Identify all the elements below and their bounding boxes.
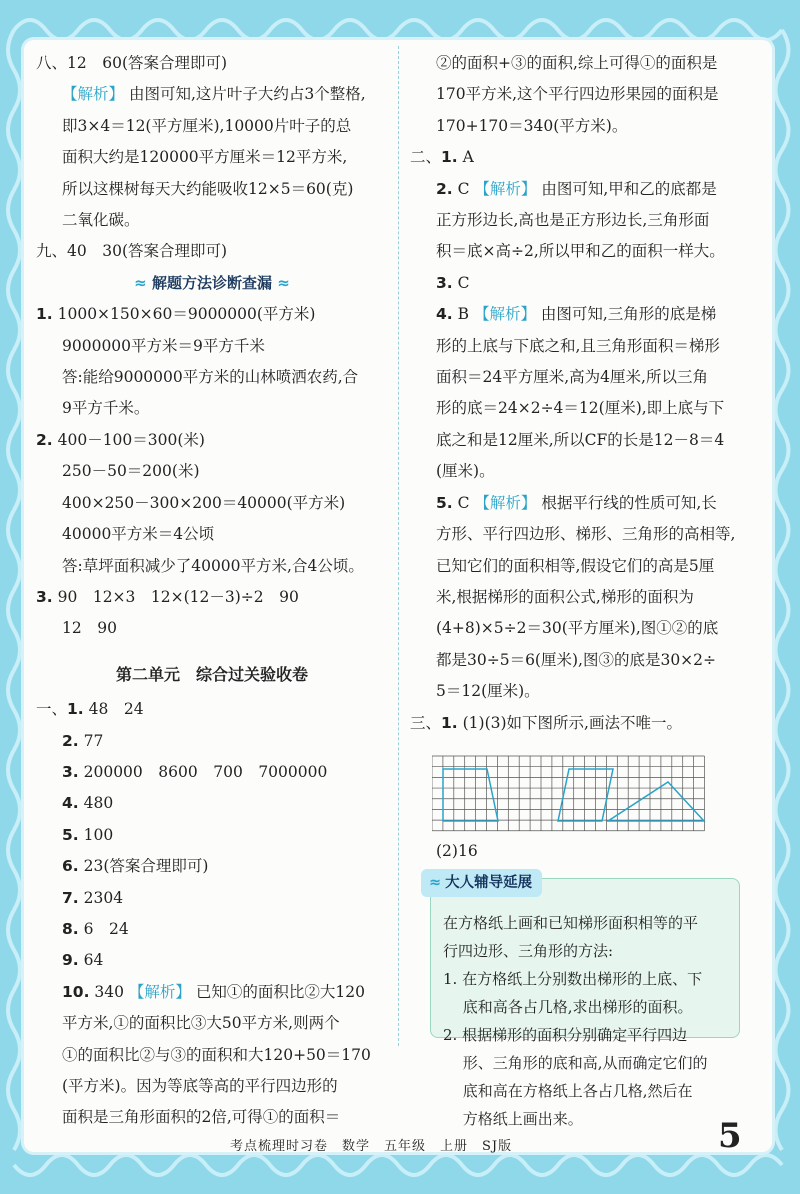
line-text: 面积＝24平方厘米,高为4厘米,所以三角 [436,368,708,387]
tip-line: 底和高在方格纸上各占几格,然后在 [443,1082,693,1100]
line-text: C [452,179,475,198]
line-text: 积＝底×高÷2,所以甲和乙的面积一样大。 [436,242,725,261]
answer-line [410,331,750,362]
line-text: 12 90 [62,619,117,638]
answer-line [36,883,388,914]
answer-line [36,551,388,582]
answer-line [410,708,750,739]
analysis-tag: 【解析】 [128,982,191,1001]
line-text: 即3×4＝12(平方厘米),10000片叶子的总 [62,116,352,135]
line-text: 由图可知,甲和乙的底都是 [536,179,717,198]
line-text: 5＝12(厘米)。 [436,682,540,701]
line-text: 6 24 [78,919,129,938]
line-text: 形的上底与下底之和,且三角形面积＝梯形 [436,336,720,355]
parallelogram-shape-2 [558,769,613,821]
question-number: 2. [436,179,453,198]
question-number: 9. [62,951,79,970]
footer-text: 考点梳理时习卷 数学 五年级 上册 SJ版 [230,1139,513,1154]
question-number: 5. [62,825,79,844]
line-text: 二氧化碳。 [62,211,140,230]
question-number: 5. [436,493,453,512]
answer-line [410,174,750,205]
line-text: 9平方千米。 [62,399,150,418]
line-text: 9000000平方米＝9平方千米 [62,336,265,355]
answer-line [36,142,388,173]
answer-line [36,1008,388,1039]
line-text: 64 [78,951,104,970]
grid-drawing-figure [432,754,712,832]
answer-line [36,820,388,851]
answer-line [36,205,388,236]
line-text: 48 24 [83,700,144,719]
line-text: 170+170＝340(平方米)。 [436,116,628,135]
line-text: B [452,305,474,324]
question-number: 1. [67,700,84,719]
section-prefix: 二、 [410,148,442,167]
answer-line [36,1040,388,1071]
line-text: 都是30÷5＝6(厘米),图③的底是30×2÷ [436,650,717,669]
line-text: 平方米,①的面积比③大50平方米,则两个 [62,1014,340,1033]
answer-2-16: (2)16 [436,842,478,860]
question-number: 2. [36,430,53,449]
wave-icon: ≈ [277,273,290,292]
answer-line [36,977,388,1008]
line-text: 400－100＝300(米) [52,430,205,449]
line-text: 根据平行线的性质可知,长 [536,493,717,512]
section-prefix: 一、 [36,700,68,719]
line-text: 形的底＝24×2÷4＝12(厘米),即上底与下 [436,399,725,418]
line-text: 已知①的面积比②大120 [190,982,365,1001]
unit-title: 第二单元 综合过关验收卷 [115,664,308,684]
line-text: 所以这棵树每天大约能吸收12×5＝60(克) [62,179,354,198]
tip-box-body [431,879,739,1133]
tip-line: 方格纸上画出来。 [443,1110,583,1128]
question-number: 10. [62,982,90,1001]
answer-line [410,393,750,424]
left-column [36,48,388,1134]
line-text: 480 [78,794,114,813]
answer-line [410,205,750,236]
line-text: 九、40 30(答案合理即可) [36,242,228,261]
line-text: 由图可知,三角形的底是梯 [535,305,717,324]
answer-line [36,694,388,725]
line-text: (厘米)。 [436,462,495,481]
question-number: 6. [62,857,79,876]
answer-line [36,726,388,757]
analysis-tag: 【解析】 [474,179,537,198]
answer-line [410,456,750,487]
answer-line [410,142,750,173]
line-text: (平方米)。因为等底等高的平行四边形的 [62,1077,338,1095]
answer-line [410,268,750,299]
line-text: 米,根据梯形的面积公式,梯形的面积为 [436,587,694,606]
answer-line [36,519,388,550]
answer-line [36,331,388,362]
question-number: 4. [436,305,453,324]
section-heading: ≈ 解题方法诊断查漏 ≈ [134,273,290,292]
tip-line: 行四边形、三角形的方法: [443,942,614,960]
answer-line [36,236,388,267]
answer-block-unit2 [36,694,388,1134]
tip-box-title: ≈ 大人辅导延展 [421,869,542,897]
answer-line [36,1071,388,1102]
answer-line [410,362,750,393]
line-text: 面积大约是120000平方厘米＝12平方米, [62,148,348,167]
answer-line [36,851,388,882]
line-text: 400×250－300×200＝40000(平方米) [62,493,346,512]
answer-line [36,788,388,819]
wave-icon: ≈ [429,875,442,891]
answer-block-right [410,48,750,739]
line-text: 底之和是12厘米,所以CF的长是12－8＝4 [436,430,725,449]
answer-line [36,1102,388,1133]
line-text: C [452,493,475,512]
answer-line [410,676,750,707]
line-text: 90 12×3 12×(12－3)÷2 90 [52,587,299,606]
column-divider [398,46,399,1046]
line-text: 250－50＝200(米) [62,462,200,481]
answer-line [36,174,388,205]
answer-block-8-9 [36,48,388,268]
answer-line [36,914,388,945]
line-text: ②的面积+③的面积,综上可得①的面积是 [436,54,718,72]
line-text: 面积是三角形面积的2倍,可得①的面积＝ [62,1108,341,1127]
answer-line [36,79,388,110]
answer-line [410,236,750,267]
question-number: 3. [436,273,453,292]
answer-line [36,393,388,424]
line-text: 77 [78,731,104,750]
answer-line [410,519,750,550]
line-text: 200000 8600 700 7000000 [78,762,328,781]
answer-line [36,362,388,393]
question-number: 1. [441,148,458,167]
tip-line: 在方格纸上画和已知梯形面积相等的平 [443,914,699,932]
answer-line [410,425,750,456]
answer-line [410,299,750,330]
answer-line [410,551,750,582]
analysis-tag: 【解析】 [474,493,537,512]
tip-line: 2. 根据梯形的面积分别确定平行四边 [443,1026,688,1044]
analysis-tag: 【解析】 [473,305,536,324]
answer-block-diagnosis [36,299,388,644]
answer-line [36,757,388,788]
line-text: 100 [78,825,114,844]
question-number: 1. [36,305,53,324]
tip-line: 形、三角形的底和高,从而确定它们的 [443,1054,708,1072]
answer-line [36,299,388,330]
tip-box [429,875,740,1128]
question-number: 1. [441,713,458,732]
line-text: 答:能给9000000平方米的山林喷洒农药,合 [62,368,359,387]
page-number: 5 [718,1116,742,1156]
parallelogram-shape [443,769,498,821]
answer-line [410,582,750,613]
wave-icon: ≈ [134,273,147,292]
tip-line: 1. 在方格纸上分别数出梯形的上底、下 [443,970,703,988]
answer-line [410,79,750,110]
section-prefix: 三、 [410,713,442,732]
answer-line [410,645,750,676]
line-text: 2304 [78,888,124,907]
line-text: 23(答案合理即可) [78,857,209,876]
answer-line [36,111,388,142]
line-text: (1)(3)如下图所示,画法不唯一。 [457,713,682,732]
answer-line [36,48,388,79]
answer-line [410,488,750,519]
question-number: 2. [62,731,79,750]
answer-line [36,456,388,487]
line-text: 170平方米,这个平行四边形果园的面积是 [436,85,719,104]
question-number: 7. [62,888,79,907]
question-number: 4. [62,794,79,813]
line-text: 方形、平行四边形、梯形、三角形的高相等, [436,525,736,544]
answer-line [36,945,388,976]
line-text: 1000×150×60＝9000000(平方米) [52,305,316,324]
tip-line: 底和高各占几格,求出梯形的面积。 [443,998,693,1016]
line-text: ①的面积比②与③的面积和大120+50＝170 [62,1045,371,1064]
right-column [410,48,750,739]
question-number: 3. [36,587,53,606]
answer-line [410,613,750,644]
question-number: 8. [62,919,79,938]
line-text: 已知它们的面积相等,假设它们的高是5厘 [436,556,715,575]
line-text: (4+8)×5÷2＝30(平方厘米),图①②的底 [436,619,719,638]
line-text: C [452,273,470,292]
question-number: 3. [62,762,79,781]
line-text: 答:草坪面积减少了40000平方米,合4公顷。 [62,556,364,575]
answer-line [36,425,388,456]
line-text: 由图可知,这片叶子大约占3个整格, [124,85,366,104]
answer-line [410,111,750,142]
answer-line [36,613,388,644]
line-text: A [457,148,474,167]
analysis-tag: 【解析】 [62,85,125,104]
line-text: 40000平方米＝4公顷 [62,525,215,544]
answer-line [410,48,750,79]
line-text: 正方形边长,高也是正方形边长,三角形面 [436,211,710,230]
answer-line [36,582,388,613]
line-text: 340 [89,982,129,1001]
answer-line [36,488,388,519]
line-text: 八、12 60(答案合理即可) [36,54,228,72]
